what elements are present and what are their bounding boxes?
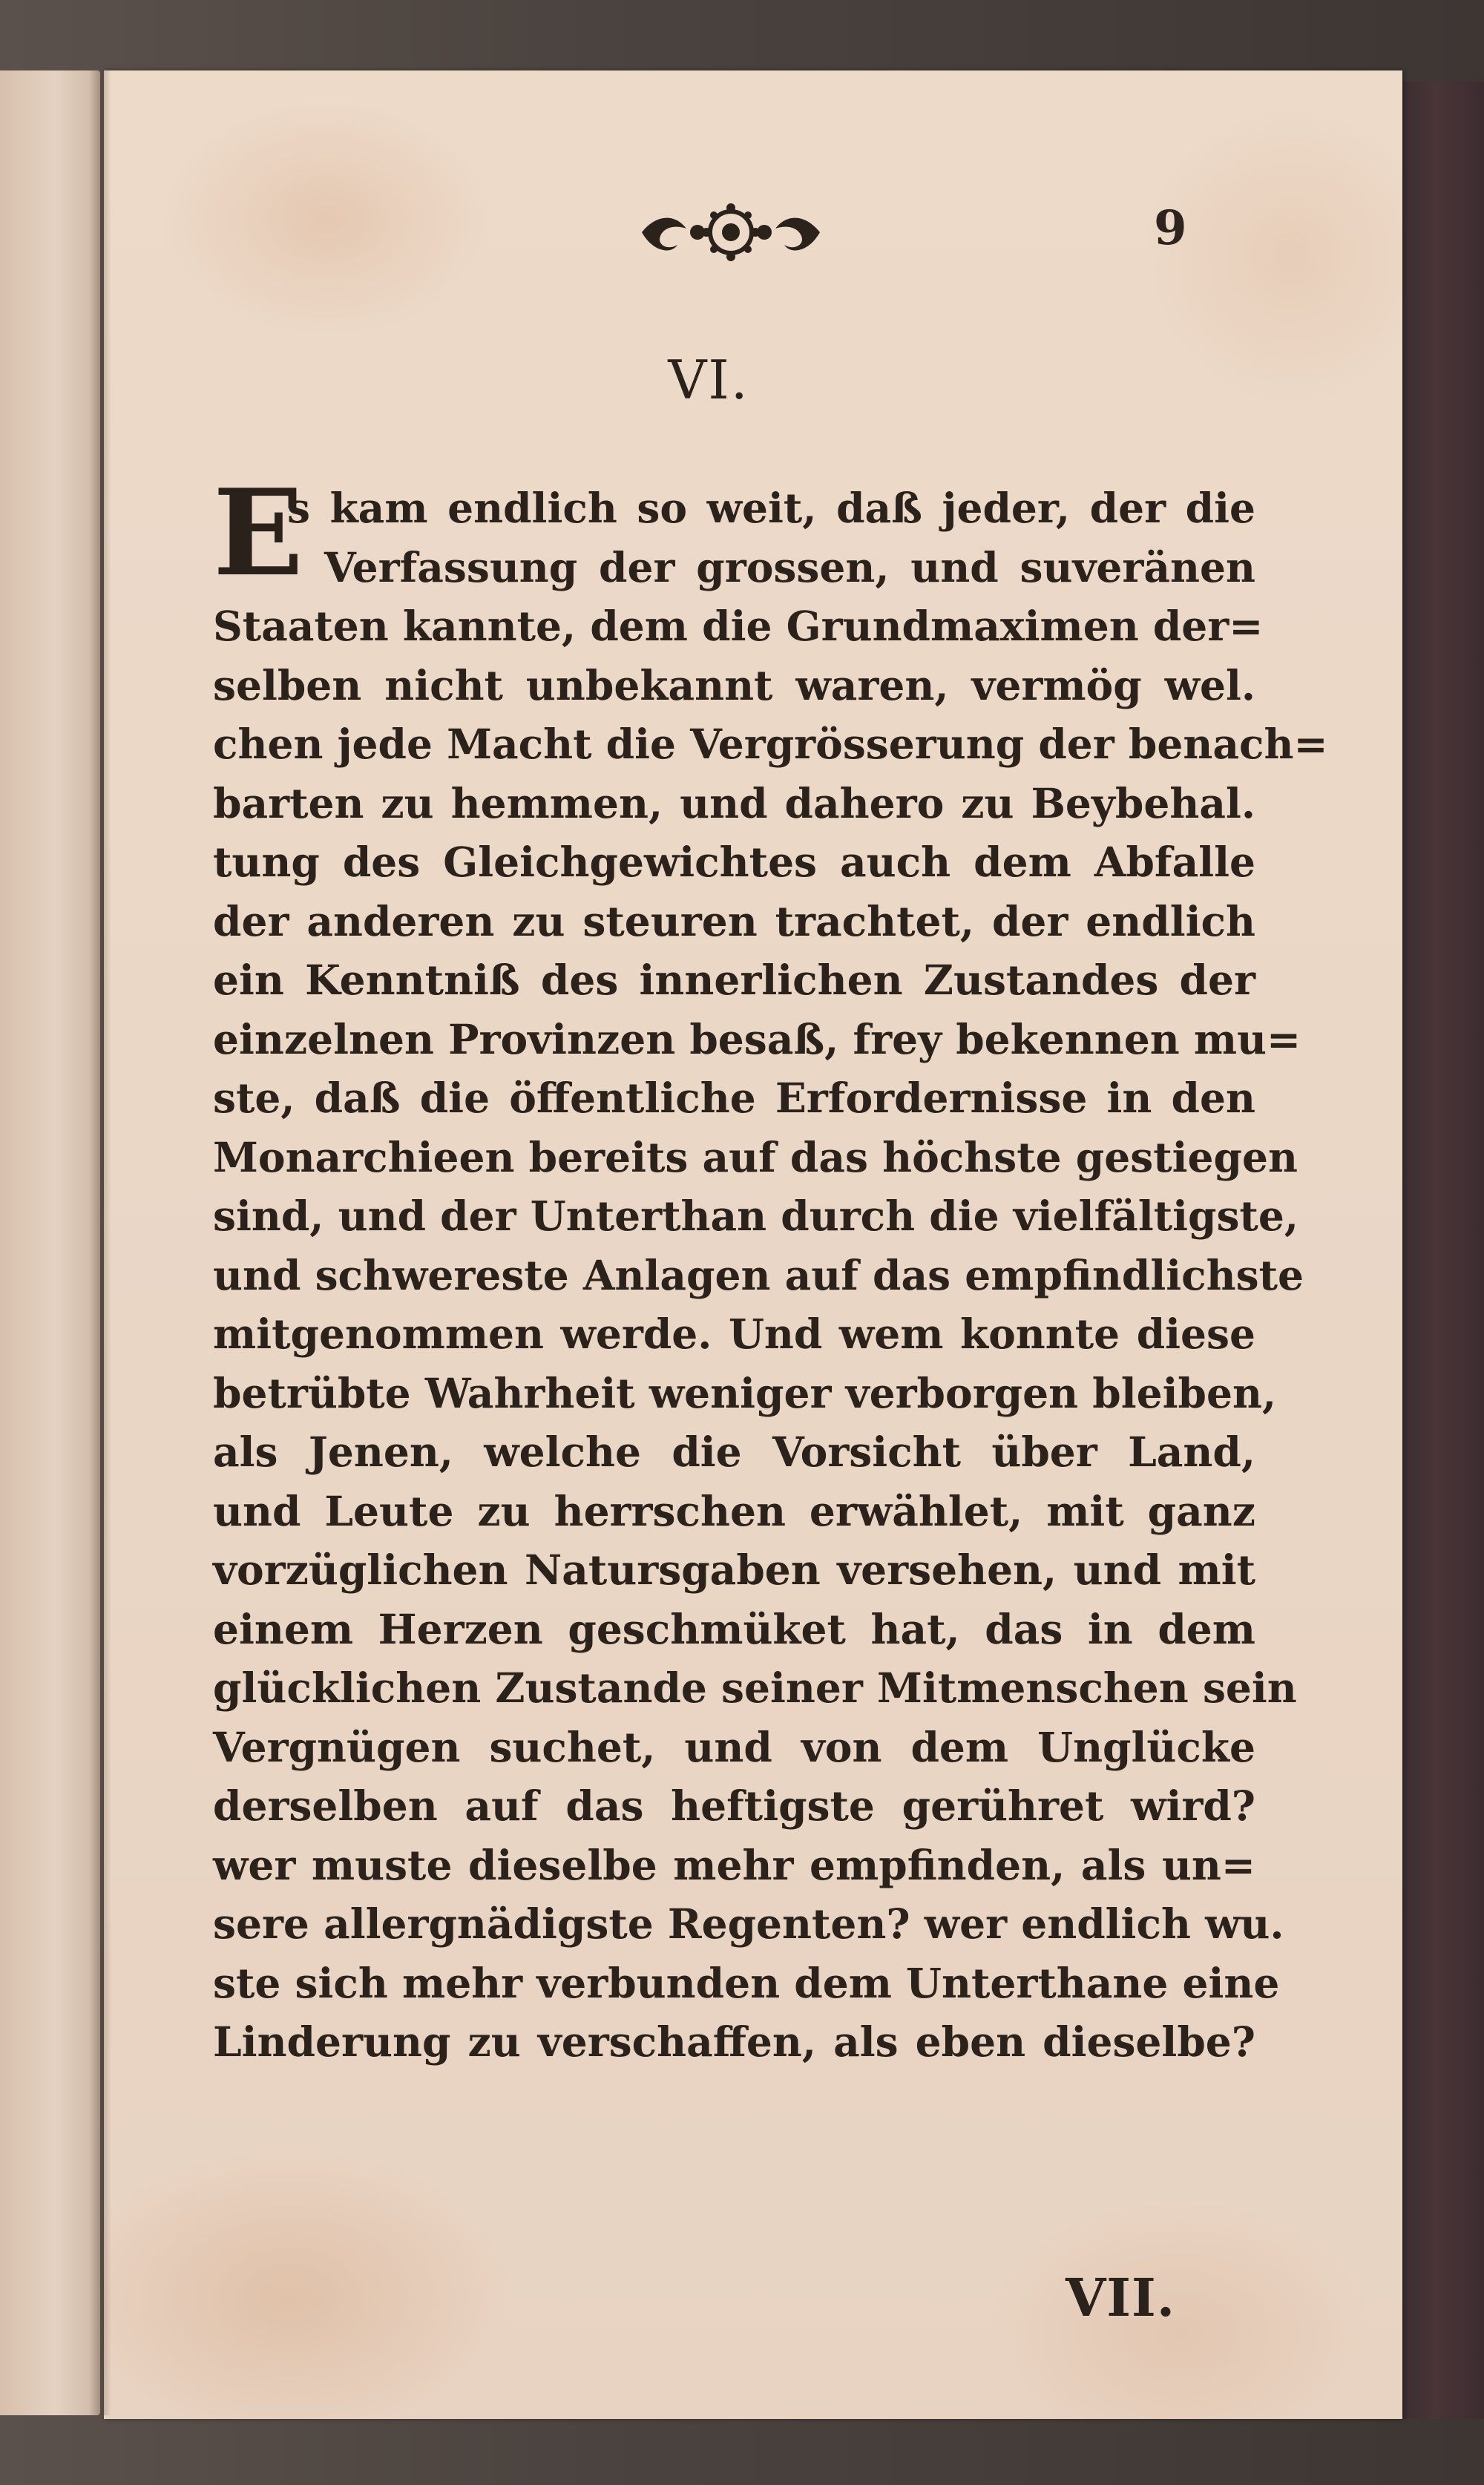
text-line: sere allergnädigste Regenten? wer endlich wu. <box>213 1900 1284 1948</box>
text-line: ste sich mehr verbunden dem Unterthane eine <box>213 1958 1280 2007</box>
page-gutter <box>89 70 111 2415</box>
catchword: VII. <box>1066 2267 1176 2328</box>
text-line: und Leute zu herrschen erwählet, mit ganz <box>213 1486 1255 1535</box>
text-line: Vergnügen suchet, und von dem Unglücke <box>213 1722 1255 1771</box>
text-line: ste, daß die öffentliche Erfordernisse in den <box>213 1074 1255 1122</box>
text-line: barten zu hemmen, und dahero zu Beybehal. <box>213 778 1255 827</box>
text-line: derselben auf das heftigste gerühret wird? <box>213 1782 1255 1830</box>
facing-page-edge <box>0 70 100 2415</box>
text-line: als Jenen, welche die Vorsicht über Land, <box>213 1428 1255 1476</box>
text-line: Linderung zu verschaffen, als eben dieselbe? <box>213 2018 1255 2066</box>
text-line: selben nicht unbekannt waren, vermög wel. <box>213 660 1255 709</box>
book-cover-edge <box>1402 82 1484 2419</box>
dropcap-initial: E <box>213 463 303 603</box>
page-number: 9 <box>1154 200 1187 256</box>
text-line: Monarchieen bereits auf das höchste gestiegen <box>213 1132 1298 1181</box>
text-line: ein Kenntniß des innerlichen Zustandes der <box>213 956 1255 1004</box>
text-line: wer muste dieselbe mehr empfinden, als un= <box>213 1840 1255 1889</box>
printers-ornament-icon <box>634 199 827 266</box>
section-heading: VI. <box>668 349 749 411</box>
text-line: einem Herzen geschmüket hat, das in dem <box>213 1604 1255 1653</box>
text-line: chen jede Macht die Vergrösserung der benach= <box>213 720 1328 768</box>
text-line: sind, und der Unterthan durch die vielfältigste, <box>213 1192 1298 1240</box>
text-line: vorzüglichen Natursgaben versehen, und mit <box>213 1546 1255 1594</box>
text-line: s kam endlich so weit, daß jeder, der die <box>287 484 1255 532</box>
text-line: mitgenommen werde. Und wem konnte diese <box>213 1310 1255 1358</box>
body-text <box>213 479 1328 2072</box>
text-line: einzelnen Provinzen besaß, frey bekennen mu= <box>213 1014 1301 1063</box>
text-line: Verfassung der grossen, und suveränen <box>324 542 1255 591</box>
text-line: und schwereste Anlagen auf das empfindlichste <box>213 1250 1304 1299</box>
text-line: tung des Gleichgewichtes auch dem Abfalle <box>213 838 1255 886</box>
text-line: glücklichen Zustande seiner Mitmenschen sein <box>213 1664 1297 1712</box>
text-line: der anderen zu steuren trachtet, der endlich <box>213 896 1255 945</box>
text-line: betrübte Wahrheit weniger verborgen bleiben, <box>213 1368 1277 1417</box>
text-line: Staaten kannte, dem die Grundmaximen der= <box>213 602 1264 650</box>
